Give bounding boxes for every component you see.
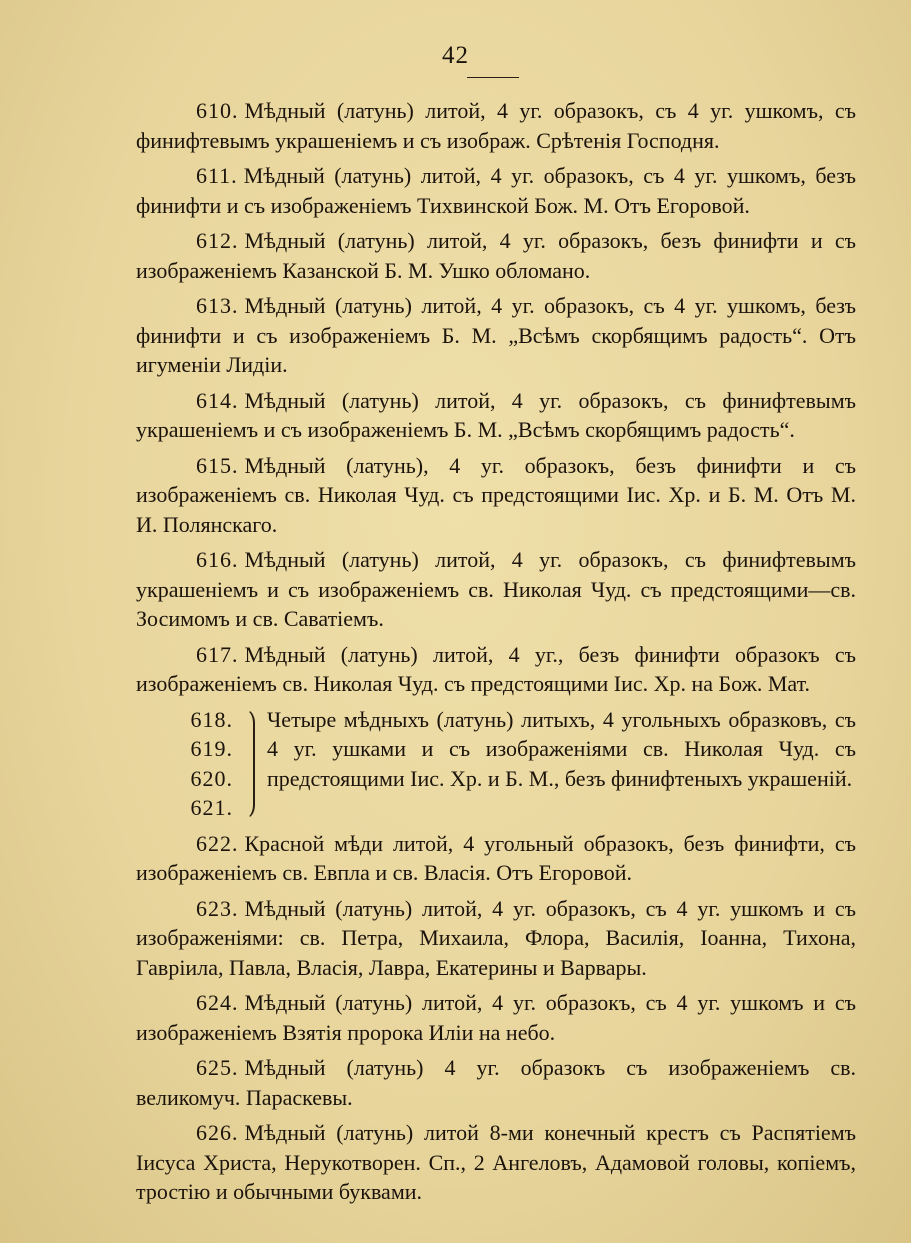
grouped-entry: [136, 705, 856, 823]
entry-number: 612.: [196, 228, 239, 253]
entry-number: 615.: [196, 452, 239, 478]
entry-text: Мѣдный (латунь) литой, 4 уг. образокъ, съ 4 уг. ушкомъ и съ изображенiями: св. Петра, Михаила, Флора, Василiя, Iоанна, Тихона, Гавріила, Павла, Власiя, Лавра, Екатерины и Варвары.: [136, 895, 856, 980]
entry-text: Мѣдный (латунь) литой, 4 уг. образокъ, съ 4 уг. ушкомъ, безъ финифти и съ изображенiемъ Тихвинской Бож. М. Отъ Егоровой.: [136, 163, 856, 218]
entry-number: 613.: [196, 293, 239, 318]
catalog-entry: [136, 640, 856, 699]
entry-number: 622.: [196, 830, 239, 856]
entry-text: Мѣдный (латунь) литой, 4 уг. образокъ, съ 4 уг. ушкомъ, безъ финифти и съ изображенiемъ Б. М. „Всѣмъ скорбящимъ радость“. Отъ игуменiи Лидiи.: [136, 293, 856, 377]
catalog-entry: [136, 161, 856, 220]
entry-number: 619.: [190, 736, 233, 761]
entry-text: Мѣдный (латунь) литой, 4 уг. образокъ, съ 4 уг. ушкомъ, съ финифтевымъ украшенiемъ и съ изображ. Срѣтенiя Господня.: [136, 98, 856, 153]
entry-text: Четыре мѣдныхъ (латунь) литыхъ, 4 угольныхъ образковъ, съ 4 уг. ушками и съ изображенiями св. Николая Чуд. съ предстоящими Iис. Хр. и Б. М., безъ финифтеныхъ украшенiй.: [267, 706, 856, 791]
grouped-entry-numbers: [136, 705, 241, 823]
entry-number: 610.: [196, 98, 239, 123]
catalog-entry: [136, 988, 856, 1047]
catalog-entry: [136, 894, 856, 983]
catalog-entry: [136, 1118, 856, 1207]
entry-number: 623.: [196, 895, 239, 921]
catalog-entries: [136, 96, 856, 1213]
catalog-entry: [136, 545, 856, 634]
entry-number: 626.: [196, 1120, 239, 1145]
entry-number: 617.: [196, 641, 239, 667]
catalog-entry: [136, 291, 856, 380]
page-number: 42: [442, 42, 469, 69]
entry-number: 616.: [196, 547, 239, 572]
entry-number: 614.: [196, 387, 239, 413]
entry-text: Мѣдный (латунь) литой, 4 уг. образокъ, безъ финифти и съ изображенiемъ Казанской Б. М. Ушко обломано.: [136, 228, 856, 283]
entry-text: Красной мѣди литой, 4 угольный образокъ, безъ финифти, съ изображенiемъ св. Евпла и св. Власiя. Отъ Егоровой.: [136, 830, 856, 885]
catalog-entry: [136, 451, 856, 540]
catalog-entry: [136, 96, 856, 155]
entry-text: Мѣдный (латунь) литой, 4 уг. образокъ, съ 4 уг. ушкомъ и съ изображенiемъ Взятiя пророка Илiи на небо.: [136, 990, 856, 1045]
entry-text: Мѣдный (латунь) 4 уг. образокъ съ изображенiемъ св. великомуч. Параскевы.: [136, 1055, 856, 1110]
entry-number: 620.: [190, 765, 233, 791]
page-number-rule: [467, 77, 519, 78]
grouping-brace: [241, 709, 255, 819]
entry-number: 618.: [190, 706, 233, 732]
entry-number: 611.: [196, 163, 238, 188]
entry-text: Мѣдный (латунь), 4 уг. образокъ, безъ финифти и съ изображенiемъ св. Николая Чуд. съ предстоящими Iис. Хр. и Б. М. Отъ М. И. Полянскаго.: [136, 452, 856, 537]
catalog-entry: [136, 829, 856, 888]
catalog-entry: [136, 386, 856, 445]
entry-text: Мѣдный (латунь) литой, 4 уг., безъ финифти образокъ съ изображенiемъ св. Николая Чуд. съ предстоящими Iис. Хр. на Бож. Мат.: [136, 641, 856, 696]
entry-number: 624.: [196, 990, 239, 1015]
entry-text: Мѣдный (латунь) литой, 4 уг. образокъ, съ финифтевымъ украшенiемъ и съ изображенiемъ Б. М. „Всѣмъ скорбящимъ радость“.: [136, 387, 856, 442]
entry-text: Мѣдный (латунь) литой 8-ми конечный крестъ съ Распятiемъ Iисуса Христа, Нерукотворен. Сп., 2 Ангеловъ, Адамовой головы, копiемъ, тростiю и обычными буквами.: [136, 1120, 856, 1204]
entry-number: 625.: [196, 1055, 239, 1080]
entry-text: Мѣдный (латунь) литой, 4 уг. образокъ, съ финифтевымъ украшенiемъ и съ изображенiемъ св. Николая Чуд. съ предстоящими—св. Зосимомъ и св. Саватiемъ.: [136, 547, 856, 631]
catalog-entry: [136, 226, 856, 285]
catalog-entry: [136, 1053, 856, 1112]
entry-number: 621.: [190, 795, 233, 820]
